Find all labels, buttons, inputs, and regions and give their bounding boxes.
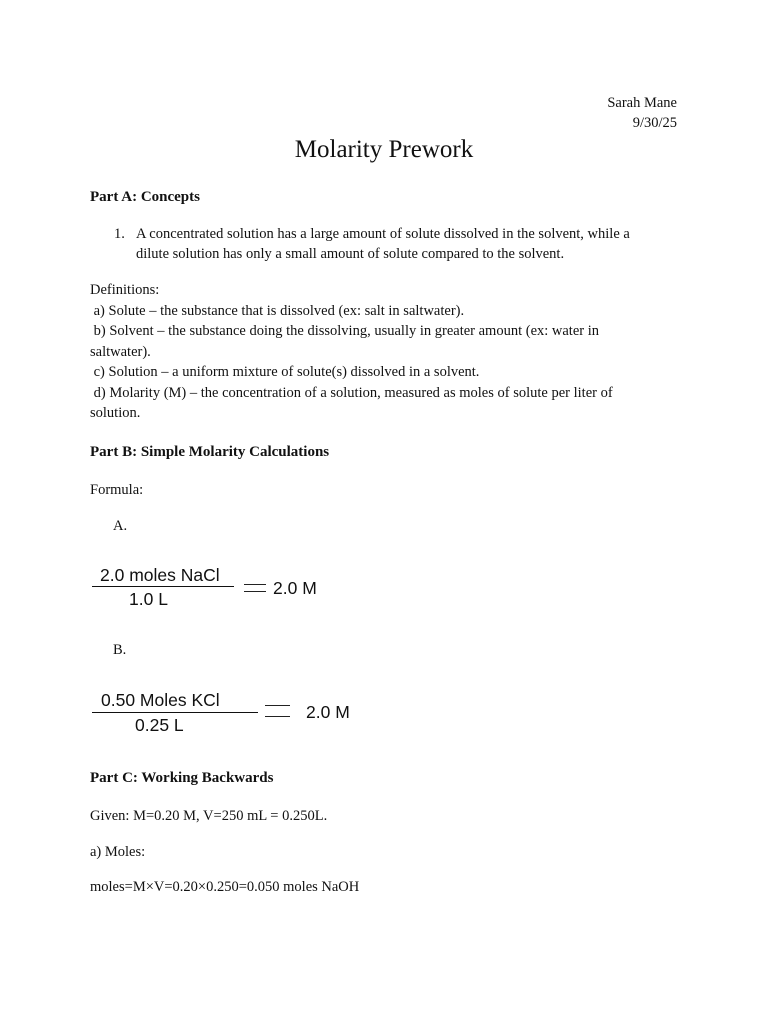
problem-b-label: B. xyxy=(113,642,127,658)
item1-line2: dilute solution has only a small amount of solute compared to the solvent. xyxy=(136,246,565,262)
problem-a-fraction-bar xyxy=(92,586,234,587)
part-c-heading: Part C: Working Backwards xyxy=(90,770,274,786)
definitions-label: Definitions: xyxy=(90,282,160,298)
part-a-heading: Part A: Concepts xyxy=(90,189,200,205)
definition-solution: c) Solution – a uniform mixture of solute(s) dissolved in a solvent. xyxy=(90,364,480,380)
problem-a-denominator: 1.0 L xyxy=(129,589,168,609)
formula-label: Formula: xyxy=(90,482,144,498)
problem-a-equals-top xyxy=(244,584,266,585)
problem-a-numerator: 2.0 moles NaCl xyxy=(100,565,220,585)
item-number: 1. xyxy=(114,226,125,242)
item1-line1: A concentrated solution has a large amount of solute dissolved in the solvent, while a xyxy=(136,226,630,242)
problem-b-denominator: 0.25 L xyxy=(135,715,184,735)
date-text: 9/30/25 xyxy=(632,115,677,131)
part-b-heading: Part B: Simple Molarity Calculations xyxy=(90,444,330,460)
definition-solvent-line2: saltwater). xyxy=(90,344,151,360)
problem-b-equals-bottom xyxy=(265,716,290,717)
problem-a-result: 2.0 M xyxy=(273,578,317,598)
definition-solute: a) Solute – the substance that is dissolved (ex: salt in saltwater). xyxy=(90,303,465,319)
moles-label: a) Moles: xyxy=(90,844,146,860)
problem-b-numerator: 0.50 Moles KCl xyxy=(101,690,220,710)
given-values: Given: M=0.20 M, V=250 mL = 0.250L. xyxy=(90,808,328,824)
problem-b-fraction-bar xyxy=(92,712,258,713)
definition-molarity-line1: d) Molarity (M) – the concentration of a solution, measured as moles of solute per liter of xyxy=(90,385,613,401)
page-title: Molarity Prework xyxy=(294,136,474,163)
moles-calculation: moles=M×V=0.20×0.250=0.050 moles NaOH xyxy=(90,879,360,895)
problem-b-result: 2.0 M xyxy=(306,702,350,722)
author-name: Sarah Mane xyxy=(607,95,677,111)
problem-b-equals-top xyxy=(265,705,290,706)
problem-a-label: A. xyxy=(113,518,128,534)
problem-a-equals-bottom xyxy=(244,591,266,592)
definition-molarity-line2: solution. xyxy=(90,405,141,421)
definition-solvent-line1: b) Solvent – the substance doing the dissolving, usually in greater amount (ex: water in xyxy=(90,323,600,339)
